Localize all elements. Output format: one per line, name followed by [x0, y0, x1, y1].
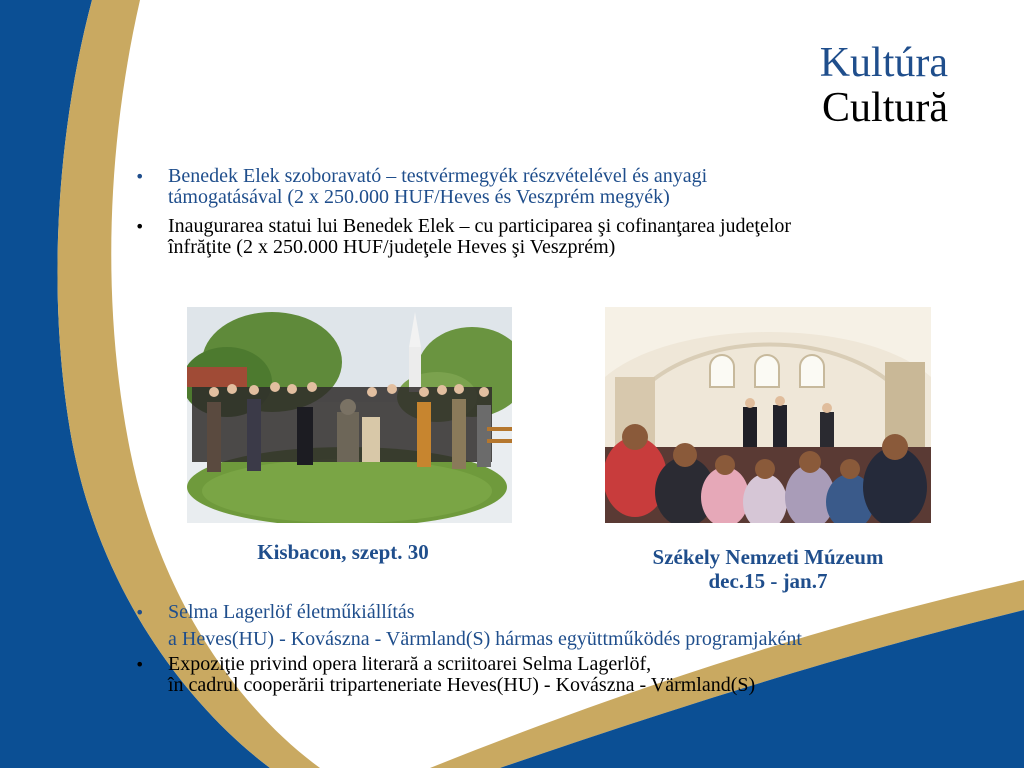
title-hungarian: Kultúra — [819, 40, 948, 86]
bullet-hungarian-exhibition — [135, 602, 975, 650]
bullet-line: în cadrul cooperării triparteneriate Heves(HU) - Kovászna - Värmland(S) — [168, 674, 756, 696]
bullet-list-top — [135, 166, 975, 258]
photo-kisbacon — [187, 307, 512, 523]
bullet-romanian-statue — [135, 216, 975, 258]
bullet-line: • Expoziţie privind opera literară a scriitoarei Selma Lagerlöf, — [168, 653, 652, 675]
bullet-hungarian-statue — [135, 166, 975, 208]
bullet-romanian-exhibition — [135, 654, 975, 696]
bullet-line: • Inaugurarea statui lui Benedek Elek – cu participarea şi cofinanţarea judeţelor — [168, 215, 792, 237]
bullet-list-bottom — [135, 602, 975, 696]
caption-museum — [600, 545, 936, 593]
bullet-line: a Heves(HU) - Kovászna - Värmland(S) hármas együttműködés programjaként — [168, 628, 802, 650]
caption-line: dec.15 - jan.7 — [708, 569, 828, 593]
caption-line: Székely Nemzeti Múzeum — [652, 545, 884, 569]
title-block — [820, 40, 948, 130]
bullet-line: • Selma Lagerlöf életműkiállítás — [168, 601, 415, 623]
caption-kisbacon: Kisbacon, szept. 30 — [257, 540, 429, 564]
photo-museum — [605, 307, 931, 523]
bullet-line: támogatásával (2 x 250.000 HUF/Heves és Veszprém megyék) — [168, 186, 670, 208]
bullet-line: înfrăţite (2 x 250.000 HUF/judeţele Heves şi Veszprém) — [168, 236, 616, 258]
bullet-line: • Benedek Elek szoboravató – testvérmegyék részvételével és anyagi — [168, 165, 708, 187]
title-romanian: Cultură — [822, 85, 948, 131]
